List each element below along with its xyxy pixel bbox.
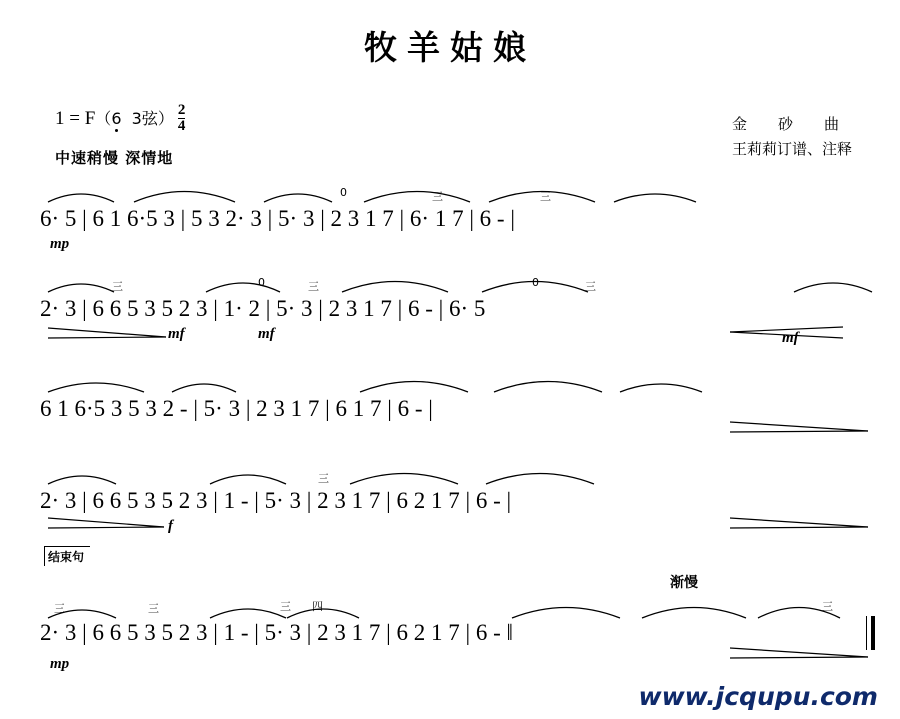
arranger-line: 王莉莉订谱、注释 xyxy=(731,140,852,158)
slur xyxy=(204,276,282,294)
key-signature xyxy=(55,104,185,135)
dynamic-mf: mf xyxy=(258,326,275,342)
dynamic-f: f xyxy=(168,518,173,534)
key-signature-prefix: 1 = F xyxy=(55,107,96,129)
slur xyxy=(510,600,622,620)
slur xyxy=(46,470,118,486)
slur xyxy=(46,188,116,204)
fingering-ling: 0 xyxy=(340,186,347,199)
staff-line-1 xyxy=(40,178,880,268)
notation-row: 6· 5 | 6 1 6·5 3 | 5 3 2· 3 | 5· 3 | 2 3 1 7 | 6· 1 7 | 6 - | xyxy=(40,206,515,231)
ritardando-label: 渐慢 xyxy=(670,575,698,591)
fingering-san: 三 xyxy=(822,600,833,613)
staff-line-5 xyxy=(40,575,880,672)
staff-line-3 xyxy=(40,368,880,458)
fingering-ling: 0 xyxy=(258,276,265,289)
page-title: 牧羊姑娘 xyxy=(364,28,536,67)
dynamic-mf: mf xyxy=(168,326,185,342)
fingering-san: 三 xyxy=(112,280,123,293)
fingering-san: 三 xyxy=(280,600,291,613)
key-signature-strings: （6 3弦） xyxy=(95,108,174,128)
notation-row: 2· 3 | 6 6 5 3 5 2 3 | 1 - | 5· 3 | 2 3 1 7 | 6 2 1 7 | 6 - | xyxy=(40,488,512,513)
fingering-san: 三 xyxy=(54,602,65,615)
fingering-si: 四 xyxy=(312,600,323,613)
slur xyxy=(484,466,596,486)
diminuendo-hairpin xyxy=(730,420,870,430)
watermark: www.jcqupu.com xyxy=(638,682,878,711)
slur xyxy=(792,276,874,294)
time-signature-denominator: 4 xyxy=(177,118,186,134)
composer-line: 金 砂 曲 xyxy=(731,115,847,133)
slur xyxy=(640,600,748,620)
credits xyxy=(732,112,852,162)
crescendo-hairpin xyxy=(48,326,168,336)
fingering-san: 三 xyxy=(308,280,319,293)
diminuendo-hairpin xyxy=(730,646,870,656)
dynamic-mp: mp xyxy=(50,236,70,252)
slur xyxy=(358,374,470,394)
slur xyxy=(132,184,237,204)
slur xyxy=(262,188,334,204)
slur xyxy=(612,188,698,204)
slur xyxy=(46,376,146,394)
staff-line-2 xyxy=(40,268,880,358)
fingering-san: 三 xyxy=(432,190,443,203)
crescendo-hairpin xyxy=(48,516,166,526)
fingering-san: 三 xyxy=(148,602,159,615)
fingering-san: 三 xyxy=(540,190,551,203)
slur xyxy=(208,468,288,486)
slur xyxy=(362,184,472,204)
slur xyxy=(340,274,450,294)
staff-line-4 xyxy=(40,460,880,564)
slur xyxy=(208,602,288,620)
ending-phrase-label: 结束句 xyxy=(44,546,90,566)
notation-row: 6 1 6·5 3 5 3 2 - | 5· 3 | 2 3 1 7 | 6 1 7 | 6 - | xyxy=(40,396,433,421)
diminuendo-hairpin xyxy=(730,516,870,526)
fingering-san: 三 xyxy=(585,280,596,293)
time-signature xyxy=(178,103,186,134)
notation-row: 2· 3 | 6 6 5 3 5 2 3 | 1· 2 | 5· 3 | 2 3 1 7 | 6 - | 6· 5 xyxy=(40,296,486,321)
notation-row: 2· 3 | 6 6 5 3 5 2 3 | 1 - | 5· 3 | 2 3 1 7 | 6 2 1 7 | 6 - ‖ xyxy=(40,620,513,645)
fingering-san: 三 xyxy=(318,472,329,485)
time-signature-numerator: 2 xyxy=(177,102,186,118)
dynamic-mp: mp xyxy=(50,656,70,672)
slur xyxy=(618,378,704,394)
fingering-ling: 0 xyxy=(532,276,539,289)
dynamic-mf: mf xyxy=(782,330,799,346)
slur xyxy=(285,602,361,620)
tempo-marking: 中速稍慢 深情地 xyxy=(55,149,174,167)
slur xyxy=(170,378,238,394)
slur xyxy=(348,466,460,486)
slur xyxy=(492,374,604,394)
slur xyxy=(46,278,116,294)
